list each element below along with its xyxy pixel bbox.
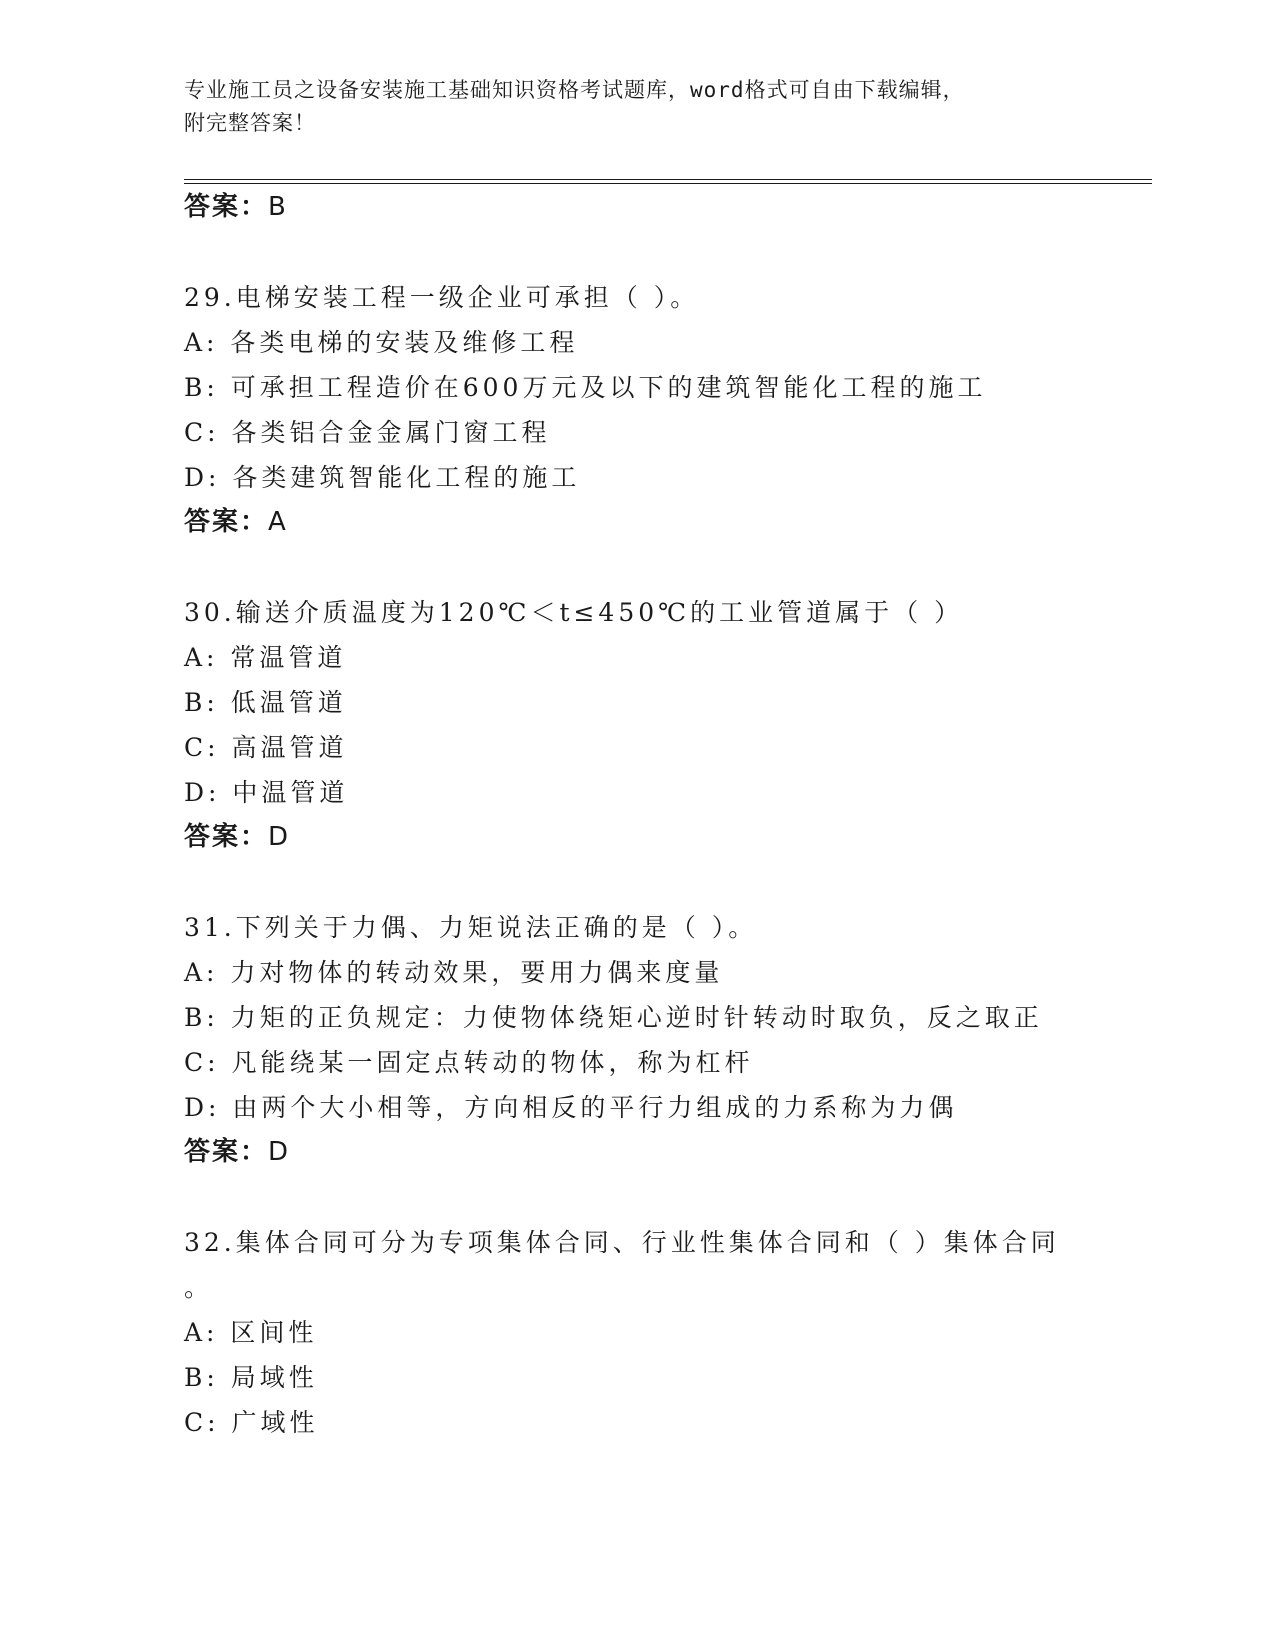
header-line-1: 专业施工员之设备安装施工基础知识资格考试题库，word格式可自由下载编辑，: [184, 78, 965, 102]
option-c: C: 各类铝合金金属门窗工程: [184, 418, 551, 447]
question-answer: [184, 500, 1084, 545]
answer-label: 答案：: [184, 1137, 269, 1167]
question-29: [184, 275, 1084, 545]
spacer: [184, 860, 1084, 905]
option-d: D: 各类建筑智能化工程的施工: [184, 463, 581, 492]
option-b: B: 局域性: [184, 1363, 318, 1392]
header-line-2: 附完整答案！: [184, 111, 316, 135]
spacer: [184, 1175, 1084, 1220]
answer-label: 答案：: [184, 192, 269, 222]
question-stem: 29.电梯安装工程一级企业可承担（ ）。: [184, 283, 700, 312]
question-stem: 31.下列关于力偶、力矩说法正确的是（ ）。: [184, 913, 758, 942]
question-30: [184, 590, 1084, 860]
question-stem: 32.集体合同可分为专项集体合同、行业性集体合同和（ ）集体合同: [184, 1228, 1060, 1257]
spacer: [184, 545, 1084, 590]
option-a: A: 各类电梯的安装及维修工程: [184, 328, 579, 357]
option-a: A: 力对物体的转动效果，要用力偶来度量: [184, 958, 724, 987]
question-answer: [184, 815, 1084, 860]
question-stem: 30.输送介质温度为120℃＜t≤450℃的工业管道属于（ ）: [184, 598, 964, 627]
option-c: C: 凡能绕某一固定点转动的物体，称为杠杆: [184, 1048, 754, 1077]
spacer: [184, 230, 1084, 275]
option-b: B: 力矩的正负规定：力使物体绕矩心逆时针转动时取负，反之取正: [184, 1003, 1043, 1032]
option-a: A: 区间性: [184, 1318, 318, 1347]
option-c: C: 高温管道: [184, 733, 348, 762]
option-b: B: 可承担工程造价在600万元及以下的建筑智能化工程的施工: [184, 373, 987, 402]
header-divider-bottom: [184, 183, 1152, 184]
option-d: D: 中温管道: [184, 778, 349, 807]
question-stem-continuation: 。: [184, 1273, 210, 1302]
option-a: A: 常温管道: [184, 643, 347, 672]
answer-value: D: [268, 1137, 291, 1167]
question-31: [184, 905, 1084, 1175]
answer-label: 答案：: [184, 507, 269, 537]
answer-value: D: [268, 822, 291, 852]
option-b: B: 低温管道: [184, 688, 347, 717]
answer-value: B: [268, 192, 288, 222]
question-32: [184, 1220, 1084, 1445]
option-c: C: 广域性: [184, 1408, 319, 1437]
answer-value: A: [268, 507, 288, 537]
answer-label: 答案：: [184, 822, 269, 852]
prev-answer: [184, 185, 1084, 230]
header-divider-top: [184, 179, 1152, 180]
option-d: D: 由两个大小相等，方向相反的平行力组成的力系称为力偶: [184, 1093, 958, 1122]
document-header: [184, 74, 1064, 140]
question-answer: [184, 1130, 1084, 1175]
question-list: [184, 185, 1084, 1445]
